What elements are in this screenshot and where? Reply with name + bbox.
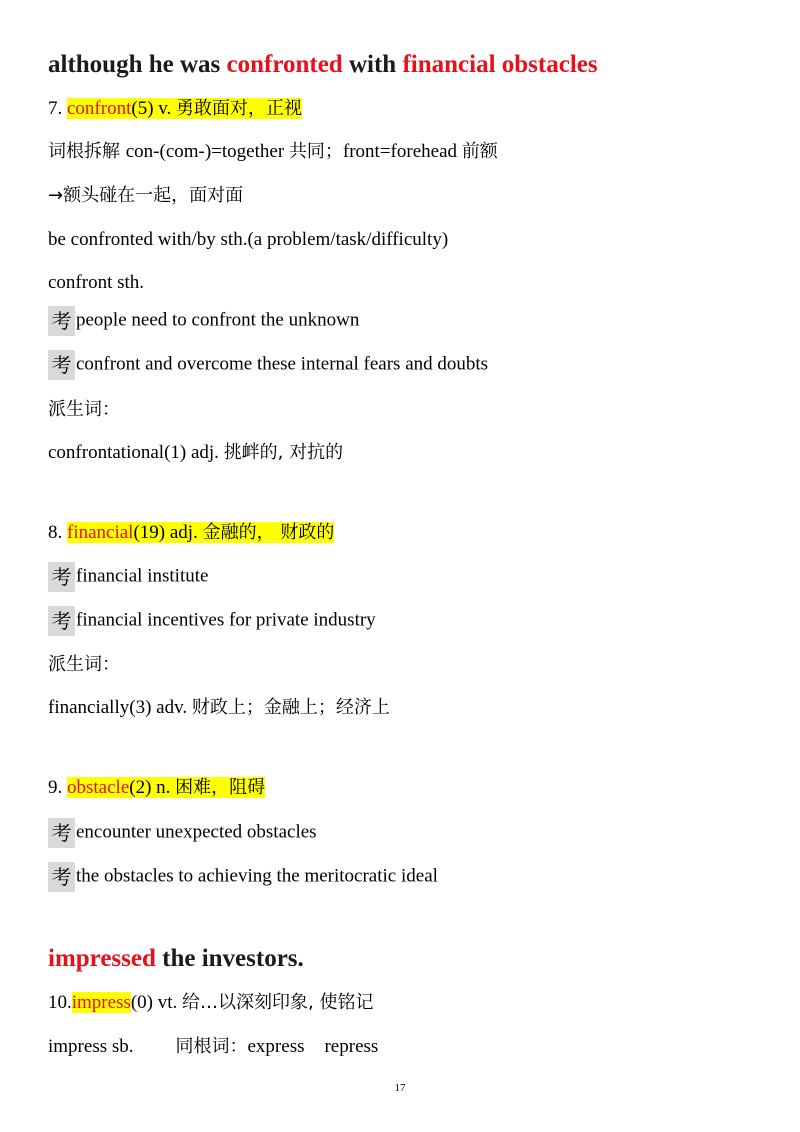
derived-word: financially(3) adv. 财政上；金融上；经济上 xyxy=(48,697,390,718)
example-line: 考 confront and overcome these internal fears and doubts xyxy=(48,350,488,380)
usage-line: confront sth. xyxy=(48,272,145,293)
root-explanation: →额头碰在一起，面对面 xyxy=(48,185,244,206)
entry-word: impress xyxy=(71,992,131,1013)
example-line: 考 financial incentives for private industry xyxy=(48,606,376,636)
entry-word: financial xyxy=(67,522,134,543)
example-line: 考 encounter unexpected obstacles xyxy=(48,818,317,848)
page-number: 17 xyxy=(394,1082,406,1094)
derived-word: confrontational(1) adj. 挑衅的, 对抗的 xyxy=(48,442,344,463)
cognates-label: 同根词： xyxy=(175,1036,248,1057)
heading-keyword: confronted xyxy=(226,51,343,78)
derived-label: 派生词： xyxy=(48,654,120,675)
entry-word: confront xyxy=(67,98,132,119)
exam-marker: 考 xyxy=(48,818,75,848)
example-line: 考 financial institute xyxy=(48,562,208,592)
section-heading: although he was confronted with financial obstacles xyxy=(48,51,598,78)
exam-marker: 考 xyxy=(48,562,75,592)
entry-title: 7. confront(5) v. 勇敢面对，正视 xyxy=(48,98,303,119)
entry-title: 9. obstacle(2) n. 困难，阻碍 xyxy=(48,777,266,798)
exam-marker: 考 xyxy=(48,306,75,336)
derived-label: 派生词： xyxy=(48,399,120,420)
root-breakdown: 词根拆解 con-(com-)=together 共同；front=forehead 前额 xyxy=(48,141,498,162)
entry-title: 10.impress(0) vt. 给…以深刻印象, 使铭记 xyxy=(48,992,374,1013)
entry-title: 8. financial(19) adj. 金融的， 财政的 xyxy=(48,522,335,543)
example-line: 考 the obstacles to achieving the meritocratic ideal xyxy=(48,862,438,892)
heading-keyword: impressed xyxy=(48,945,156,972)
cognate-word: express xyxy=(247,1036,305,1057)
example-line: 考 people need to confront the unknown xyxy=(48,306,359,336)
usage-line: be confronted with/by sth.(a problem/task/difficulty) xyxy=(48,229,449,250)
usage-line: impress sb. 同根词：express repress xyxy=(48,1036,379,1057)
entry-word: obstacle xyxy=(67,777,130,798)
cognate-word: repress xyxy=(324,1036,379,1057)
exam-marker: 考 xyxy=(48,606,75,636)
exam-marker: 考 xyxy=(48,350,75,380)
exam-marker: 考 xyxy=(48,862,75,892)
heading-keyword: financial obstacles xyxy=(402,51,598,78)
section-heading: impressed the investors. xyxy=(48,945,304,972)
